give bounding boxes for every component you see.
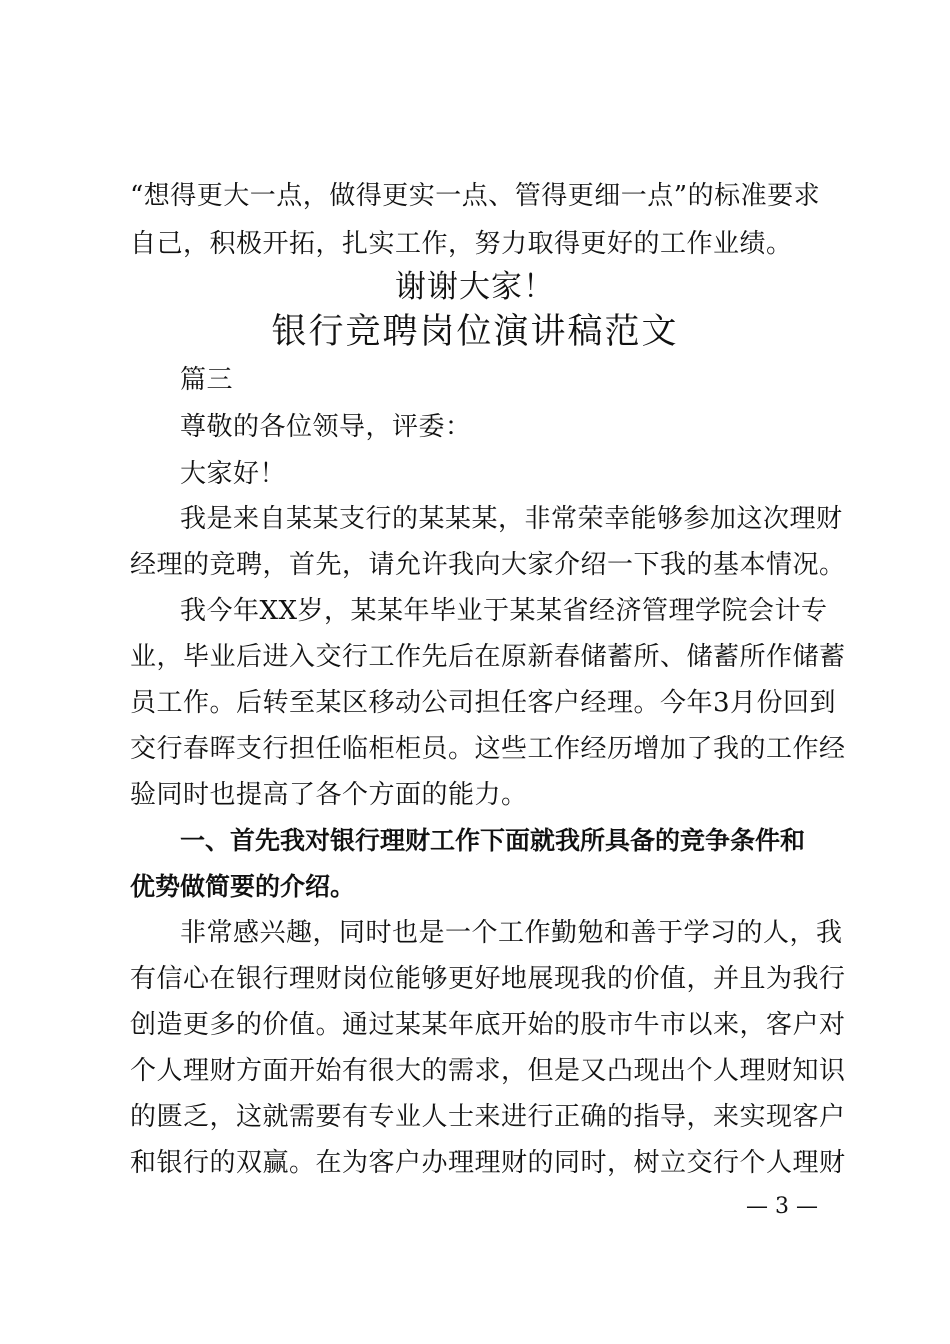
paragraph-line: 我今年XX岁，某某年毕业于某某省经济管理学院会计专 [180, 596, 828, 626]
page-number: — 3 — [746, 1194, 818, 1219]
section-label: 篇三 [180, 365, 234, 395]
paragraph-line: 有信心在银行理财岗位能够更好地展现我的价值，并且为我行 [130, 964, 846, 994]
paragraph-line: 交行春晖支行担任临柜柜员。这些工作经历增加了我的工作经 [130, 734, 846, 764]
section-heading: 优势做简要的介绍。 [130, 872, 356, 901]
paragraph-line: 业，毕业后进入交行工作先后在原新春储蓄所、储蓄所作储蓄 [130, 642, 846, 672]
paragraph-line: 验同时也提高了各个方面的能力。 [130, 780, 528, 810]
paragraph-line: 员工作。后转至某区移动公司担任客户经理。今年3月份回到 [130, 688, 837, 718]
paragraph-line: 创造更多的价值。通过某某年底开始的股市牛市以来，客户对 [130, 1010, 846, 1040]
paragraph-line: 自己，积极开拓，扎实工作，努力取得更好的工作业绩。 [130, 229, 793, 259]
paragraph-line: 非常感兴趣，同时也是一个工作勤勉和善于学习的人，我 [180, 918, 843, 948]
paragraph-line: 的匮乏，这就需要有专业人士来进行正确的指导，来实现客户 [130, 1102, 846, 1132]
thanks-heading: 谢谢大家！ [395, 269, 555, 305]
salutation: 尊敬的各位领导，评委： [180, 412, 472, 442]
document-title: 银行竞聘岗位演讲稿范文 [271, 312, 679, 352]
paragraph-line: 个人理财方面开始有很大的需求，但是又凸现出个人理财知识 [130, 1056, 846, 1086]
paragraph-line: “想得更大一点，做得更实一点、管得更细一点”的标准要求 [130, 181, 821, 211]
paragraph-line: 我是来自某某支行的某某某，非常荣幸能够参加这次理财 [180, 504, 843, 534]
paragraph-line: 经理的竞聘，首先，请允许我向大家介绍一下我的基本情况。 [130, 550, 846, 580]
section-heading: 一、首先我对银行理财工作下面就我所具备的竞争条件和 [180, 826, 806, 855]
paragraph-line: 和银行的双赢。在为客户办理理财的同时，树立交行个人理财 [130, 1148, 846, 1178]
greeting: 大家好！ [180, 459, 287, 489]
